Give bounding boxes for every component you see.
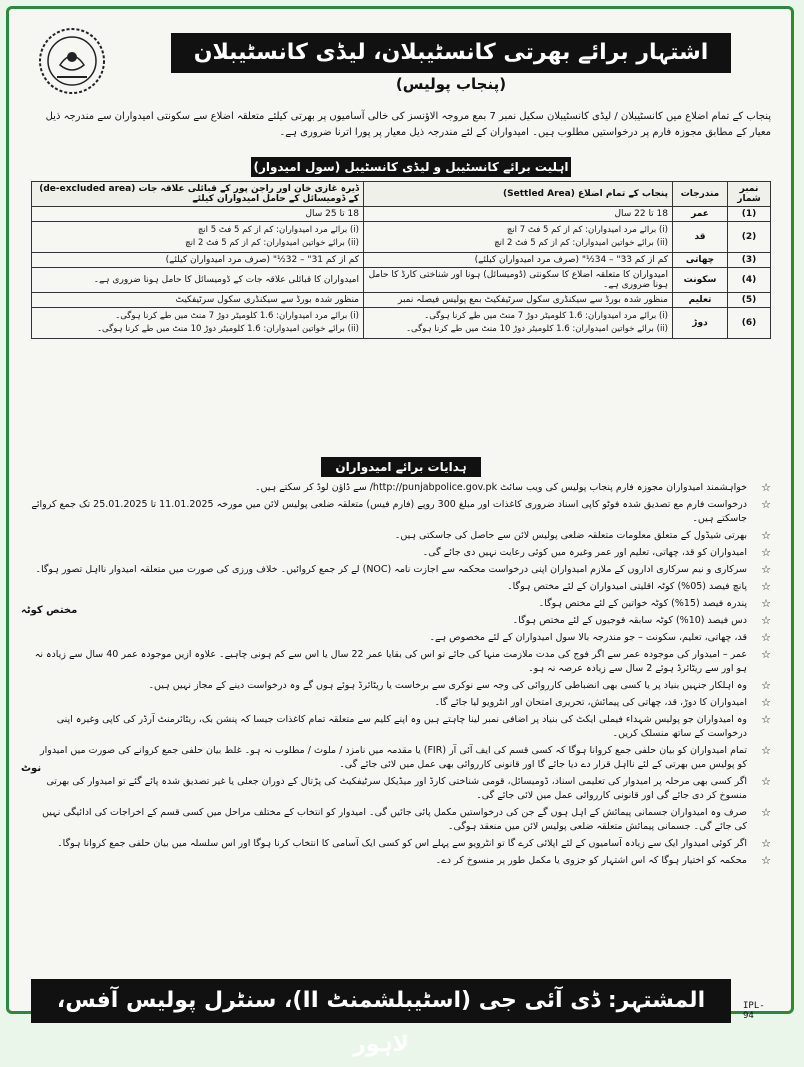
row-label: عمر <box>673 207 728 222</box>
guideline-item <box>31 563 771 577</box>
settled-value: کم از کم 33" – 34½" (صرف مرد امیدواران کیلئے) <box>364 253 673 268</box>
guideline-item <box>31 597 771 611</box>
star-bullet-icon: ☆ <box>761 631 771 644</box>
row-number: (1) <box>728 207 771 222</box>
row-label: تعلیم <box>673 293 728 308</box>
deexcluded-sub-a: (i) برائے مرد امیدواران: 1.6 کلومیٹر دوڑ 7 منٹ میں طے کرنا ہوگی۔ <box>115 311 359 321</box>
guideline-item <box>31 775 771 803</box>
star-bullet-icon: ☆ <box>761 713 771 726</box>
settled-value: منظور شدہ بورڈ سے سیکنڈری سکول سرٹیفکیٹ بمع پولیس فیصلہ نمبر <box>364 293 673 308</box>
star-bullet-icon: ☆ <box>761 614 771 627</box>
settled-value: 18 تا 22 سال <box>364 207 673 222</box>
table-row <box>32 222 771 253</box>
guideline-item <box>31 696 771 710</box>
row-number: (5) <box>728 293 771 308</box>
guideline-text: امیدواران کا دوڑ، قد، چھاتی کی پیمائش، تحریری امتحان اور انٹرویو لیا جائے گا۔ <box>434 697 747 708</box>
table-header-row <box>32 182 771 207</box>
guideline-text: سرکاری و نیم سرکاری اداروں کے ملازم امیدواران اپنی درخواست محکمہ سے اجازت نامہ (NOC) لے کر جمع کروائیں۔ خلاف ورزی کی صورت میں متعلقہ امیدوار نااہل تصور ہوگا۔ <box>35 564 747 575</box>
header-settled: پنجاب کے تمام اضلاع (Settled Area) <box>364 182 673 207</box>
guideline-item <box>31 580 771 594</box>
table-row <box>32 293 771 308</box>
star-bullet-icon: ☆ <box>761 481 771 494</box>
settled-value <box>364 222 673 253</box>
guideline-item <box>31 498 771 526</box>
guideline-item <box>31 614 771 628</box>
star-bullet-icon: ☆ <box>761 498 771 511</box>
settled-sub-a: (i) برائے مرد امیدواران: کم از کم 5 فٹ 7 انچ <box>506 225 668 235</box>
settled-value: امیدواران کا متعلقہ اضلاع کا سکونتی (ڈومیسائل) ہونا اور شناختی کارڈ کا حامل ہونا ضروری ہے۔ <box>364 268 673 293</box>
settled-sub-b: (ii) برائے خواتین امیدواران: کم از کم 5 فٹ 2 انچ <box>494 238 668 248</box>
guideline-item <box>31 713 771 741</box>
quota-side-label: مختص کوٹہ <box>21 605 78 616</box>
star-bullet-icon: ☆ <box>761 648 771 661</box>
advertisement-subtitle: (پنجاب پولیس) <box>395 75 507 93</box>
deexcluded-value: کم از کم 31" – 32½" (صرف مرد امیدواران کیلئے) <box>32 253 364 268</box>
note-side-label: نوٹ <box>21 763 42 774</box>
deexcluded-value: امیدواران کا قبائلی علاقہ جات کے ڈومیسائل کا حامل ہونا ضروری ہے۔ <box>32 268 364 293</box>
row-label: دوڑ <box>673 308 728 339</box>
guideline-text: صرف وہ امیدواران جسمانی پیمائش کے اہل ہوں گے جن کی درخواستیں مکمل پائی جائیں گی۔ امیدوار کو انتخاب کے مختلف مراحل میں کسی قسم کے اخراجات کی ادائیگی نہیں کی جائے گی۔ جسمانی پیمائش متعلقہ ضلعی پولیس لائن میں منعقد ہوگی۔ <box>42 807 747 832</box>
advertisement-frame <box>6 6 794 1057</box>
table-row <box>32 268 771 293</box>
guideline-item <box>31 854 771 868</box>
star-bullet-icon: ☆ <box>761 679 771 692</box>
advertisement-body <box>21 19 771 1057</box>
guideline-item <box>31 481 771 495</box>
row-number: (2) <box>728 222 771 253</box>
settled-sub-a: (i) برائے مرد امیدواران: 1.6 کلومیٹر دوڑ 7 منٹ میں طے کرنا ہوگی۔ <box>424 311 668 321</box>
star-bullet-icon: ☆ <box>761 696 771 709</box>
guideline-text: تمام امیدواران کو بیان حلفی جمع کروانا ہوگا کہ کسی قسم کی ایف آئی آر (FIR) یا مقدمہ میں نامزد / ملوث / مطلوب نہ ہو۔ غلط بیان حلفی جمع کروانے کی صورت میں امیدوار کو پولیس میں بھرتی کے لئے نااہل قرار دے دیا جائے گا اور قانونی کارروائی بھی عمل میں لائی جائے گی۔ <box>40 745 747 770</box>
star-bullet-icon: ☆ <box>761 563 771 576</box>
row-label: چھاتی <box>673 253 728 268</box>
eligibility-table <box>31 181 771 339</box>
guideline-text: دس فیصد (10%) کوٹہ سابقہ فوجیوں کے لئے مختص ہوگا۔ <box>512 615 747 626</box>
guideline-item <box>31 806 771 834</box>
guideline-text: پندرہ فیصد (15%) کوٹہ خواتین کے لئے مختص ہوگا۔ <box>538 598 747 609</box>
star-bullet-icon: ☆ <box>761 775 771 788</box>
guideline-text: امیدواران کو قد، چھاتی، تعلیم اور عمر وغیرہ میں کوئی رعایت نہیں دی جائے گی۔ <box>422 547 747 558</box>
header-item: مندرجات <box>673 182 728 207</box>
star-bullet-icon: ☆ <box>761 806 771 819</box>
punjab-police-emblem-icon <box>35 25 109 97</box>
deexcluded-sub-b: (ii) برائے خواتین امیدواران: کم از کم 5 فٹ 2 انچ <box>185 238 359 248</box>
settled-value <box>364 308 673 339</box>
guideline-text: وہ امیدواران جو پولیس شہداء فیملی ایکٹ کی بنیاد پر اضافی نمبر لینا چاہتے ہیں وہ اپنے کلیم سے متعلقہ تمام کاغذات جیسا کہ پنشن بک، ریٹائرمنٹ آرڈر کی کاپی وغیرہ اپنی درخواست کے ساتھ منسلک کریں۔ <box>56 714 747 739</box>
header-deexcluded: ڈیرہ غازی خان اور راجن پور کے قبائلی علاقہ جات (de-excluded area) کے ڈومیسائل کے حامل امیدواران کیلئے <box>32 182 364 207</box>
star-bullet-icon: ☆ <box>761 854 771 867</box>
guideline-text: درخواست فارم مع تصدیق شدہ فوٹو کاپی اسناد ضروری کاغذات اور مبلغ 300 روپے (فارم فیس) متعلقہ ضلعی پولیس لائن میں مورخہ 11.01.2025 تا 25.01.2025 تک جمع کروائے جاسکتے ہیں۔ <box>31 499 747 524</box>
deexcluded-sub-b: (ii) برائے خواتین امیدواران: 1.6 کلومیٹر دوڑ 10 منٹ میں طے کرنا ہوگی۔ <box>97 324 359 334</box>
star-bullet-icon: ☆ <box>761 580 771 593</box>
row-label: قد <box>673 222 728 253</box>
guideline-text: بھرتی شیڈول کے متعلق معلومات متعلقہ ضلعی پولیس لائن سے حاصل کی جاسکتی ہیں۔ <box>394 530 747 541</box>
guideline-item <box>31 529 771 543</box>
intro-paragraph: پنجاب کے تمام اضلاع میں کانسٹیبلان / لیڈی کانسٹیبلان سکیل نمبر 7 بمع مروجہ الاؤنسز کی خالی آسامیوں پر بھرتی کیلئے متعلقہ اضلاع سے سکونتی امیدواران سے مندرجہ ذیل معیار کے مطابق مجوزہ فارم پر درخواستیں مطلوب ہیں۔ امیدواران کے لئے مندرجہ ذیل معیار پر پورا اترنا ضروری ہے۔ <box>45 111 771 138</box>
guideline-text: اگر کوئی امیدوار ایک سے زیادہ آسامیوں کے لئے اپلائی کرے گا تو انٹرویو سے پہلے اس کو کسی ایک آسامی کا انتخاب کرنا ہوگا اور اس سلسلہ میں بیان حلفی جمع کروانا ہوگا۔ <box>57 838 747 849</box>
star-bullet-icon: ☆ <box>761 744 771 757</box>
deexcluded-sub-a: (i) برائے مرد امیدواران: کم از کم 5 فٹ 5 انچ <box>197 225 359 235</box>
row-number: (3) <box>728 253 771 268</box>
guideline-text: اگر کسی بھی مرحلہ پر امیدوار کی تعلیمی اسناد، ڈومیسائل، قومی شناختی کارڈ اور میڈیکل سرٹیفکیٹ کی پڑتال کے دوران جعلی یا غیر تصدیق شدہ پائے گئے تو امیدوار کی بھرتی منسوخ کر دی جائے گی اور قانونی کارروائی عمل میں لائی جائے گی۔ <box>46 776 747 801</box>
row-number: (4) <box>728 268 771 293</box>
star-bullet-icon: ☆ <box>761 597 771 610</box>
star-bullet-icon: ☆ <box>761 837 771 850</box>
guideline-item <box>31 648 771 676</box>
guideline-item <box>31 631 771 645</box>
deexcluded-value: منظور شدہ بورڈ سے سیکنڈری سکول سرٹیفکیٹ <box>32 293 364 308</box>
table-row <box>32 308 771 339</box>
table-row <box>32 207 771 222</box>
star-bullet-icon: ☆ <box>761 546 771 559</box>
header-number: نمبر شمار <box>728 182 771 207</box>
guideline-item <box>31 546 771 560</box>
settled-sub-b: (ii) برائے خواتین امیدواران: 1.6 کلومیٹر دوڑ 10 منٹ میں طے کرنا ہوگی۔ <box>406 324 668 334</box>
star-bullet-icon: ☆ <box>761 529 771 542</box>
guideline-text: عمر – امیدوار کی موجودہ عمر سے اگر فوج کی مدت ملازمت منہا کی جائے تو اس کی بقایا عمر 22 سال یا اس سے کم ہونی چاہیے۔ علاوہ ازیں موجودہ عمر 40 سال سے زیادہ نہ ہو اور سے ریٹائرڈ ہوئے 2 سال سے زیادہ عرصہ نہ ہو۔ <box>34 649 747 674</box>
eligibility-heading: اہلیت برائے کانسٹیبل و لیڈی کانسٹیبل (سول امیدوار) <box>251 157 571 177</box>
guideline-text: قد، چھاتی، تعلیم، سکونت – جو مندرجہ بالا سول امیدواران کے لئے مخصوص ہے۔ <box>429 632 747 643</box>
guideline-text: خواہشمند امیدواران مجوزہ فارم پنجاب پولیس کی ویب سائٹ http://punjabpolice.gov.pk/ سے ڈاؤن لوڈ کر سکتے ہیں۔ <box>254 482 747 493</box>
deexcluded-value: 18 تا 25 سال <box>32 207 364 222</box>
deexcluded-value <box>32 222 364 253</box>
guideline-text: پانچ فیصد (05%) کوٹہ اقلیتی امیدواران کے لئے مختص ہوگا۔ <box>507 581 747 592</box>
guideline-item <box>31 837 771 851</box>
row-number: (6) <box>728 308 771 339</box>
advertisement-title: اشتہار برائے بھرتی کانسٹیبلان، لیڈی کانسٹیبلان <box>171 33 731 73</box>
advertiser-footer: المشتہر: ڈی آئی جی (اسٹیبلشمنٹ II)، سنٹرل پولیس آفس، لاہور <box>31 979 731 1023</box>
guideline-item <box>31 679 771 693</box>
table-row <box>32 253 771 268</box>
deexcluded-value <box>32 308 364 339</box>
row-label: سکونت <box>673 268 728 293</box>
reference-code: IPL-94 <box>743 1001 765 1021</box>
guideline-item <box>31 744 771 772</box>
guideline-text: وہ اہلکار جنہیں بنیاد پر یا کسی بھی انضباطی کارروائی کی وجہ سے نوکری سے برخاست یا ریٹائرڈ ہوئے ہوں گے وہ درخواست دینے کے مجاز نہیں ہیں۔ <box>148 680 747 691</box>
guideline-text: محکمہ کو اختیار ہوگا کہ اس اشتہار کو جزوی یا مکمل طور پر منسوخ کر دے۔ <box>435 855 747 866</box>
guidelines-heading: ہدایات برائے امیدواران <box>321 457 481 477</box>
guidelines-list <box>31 481 771 871</box>
